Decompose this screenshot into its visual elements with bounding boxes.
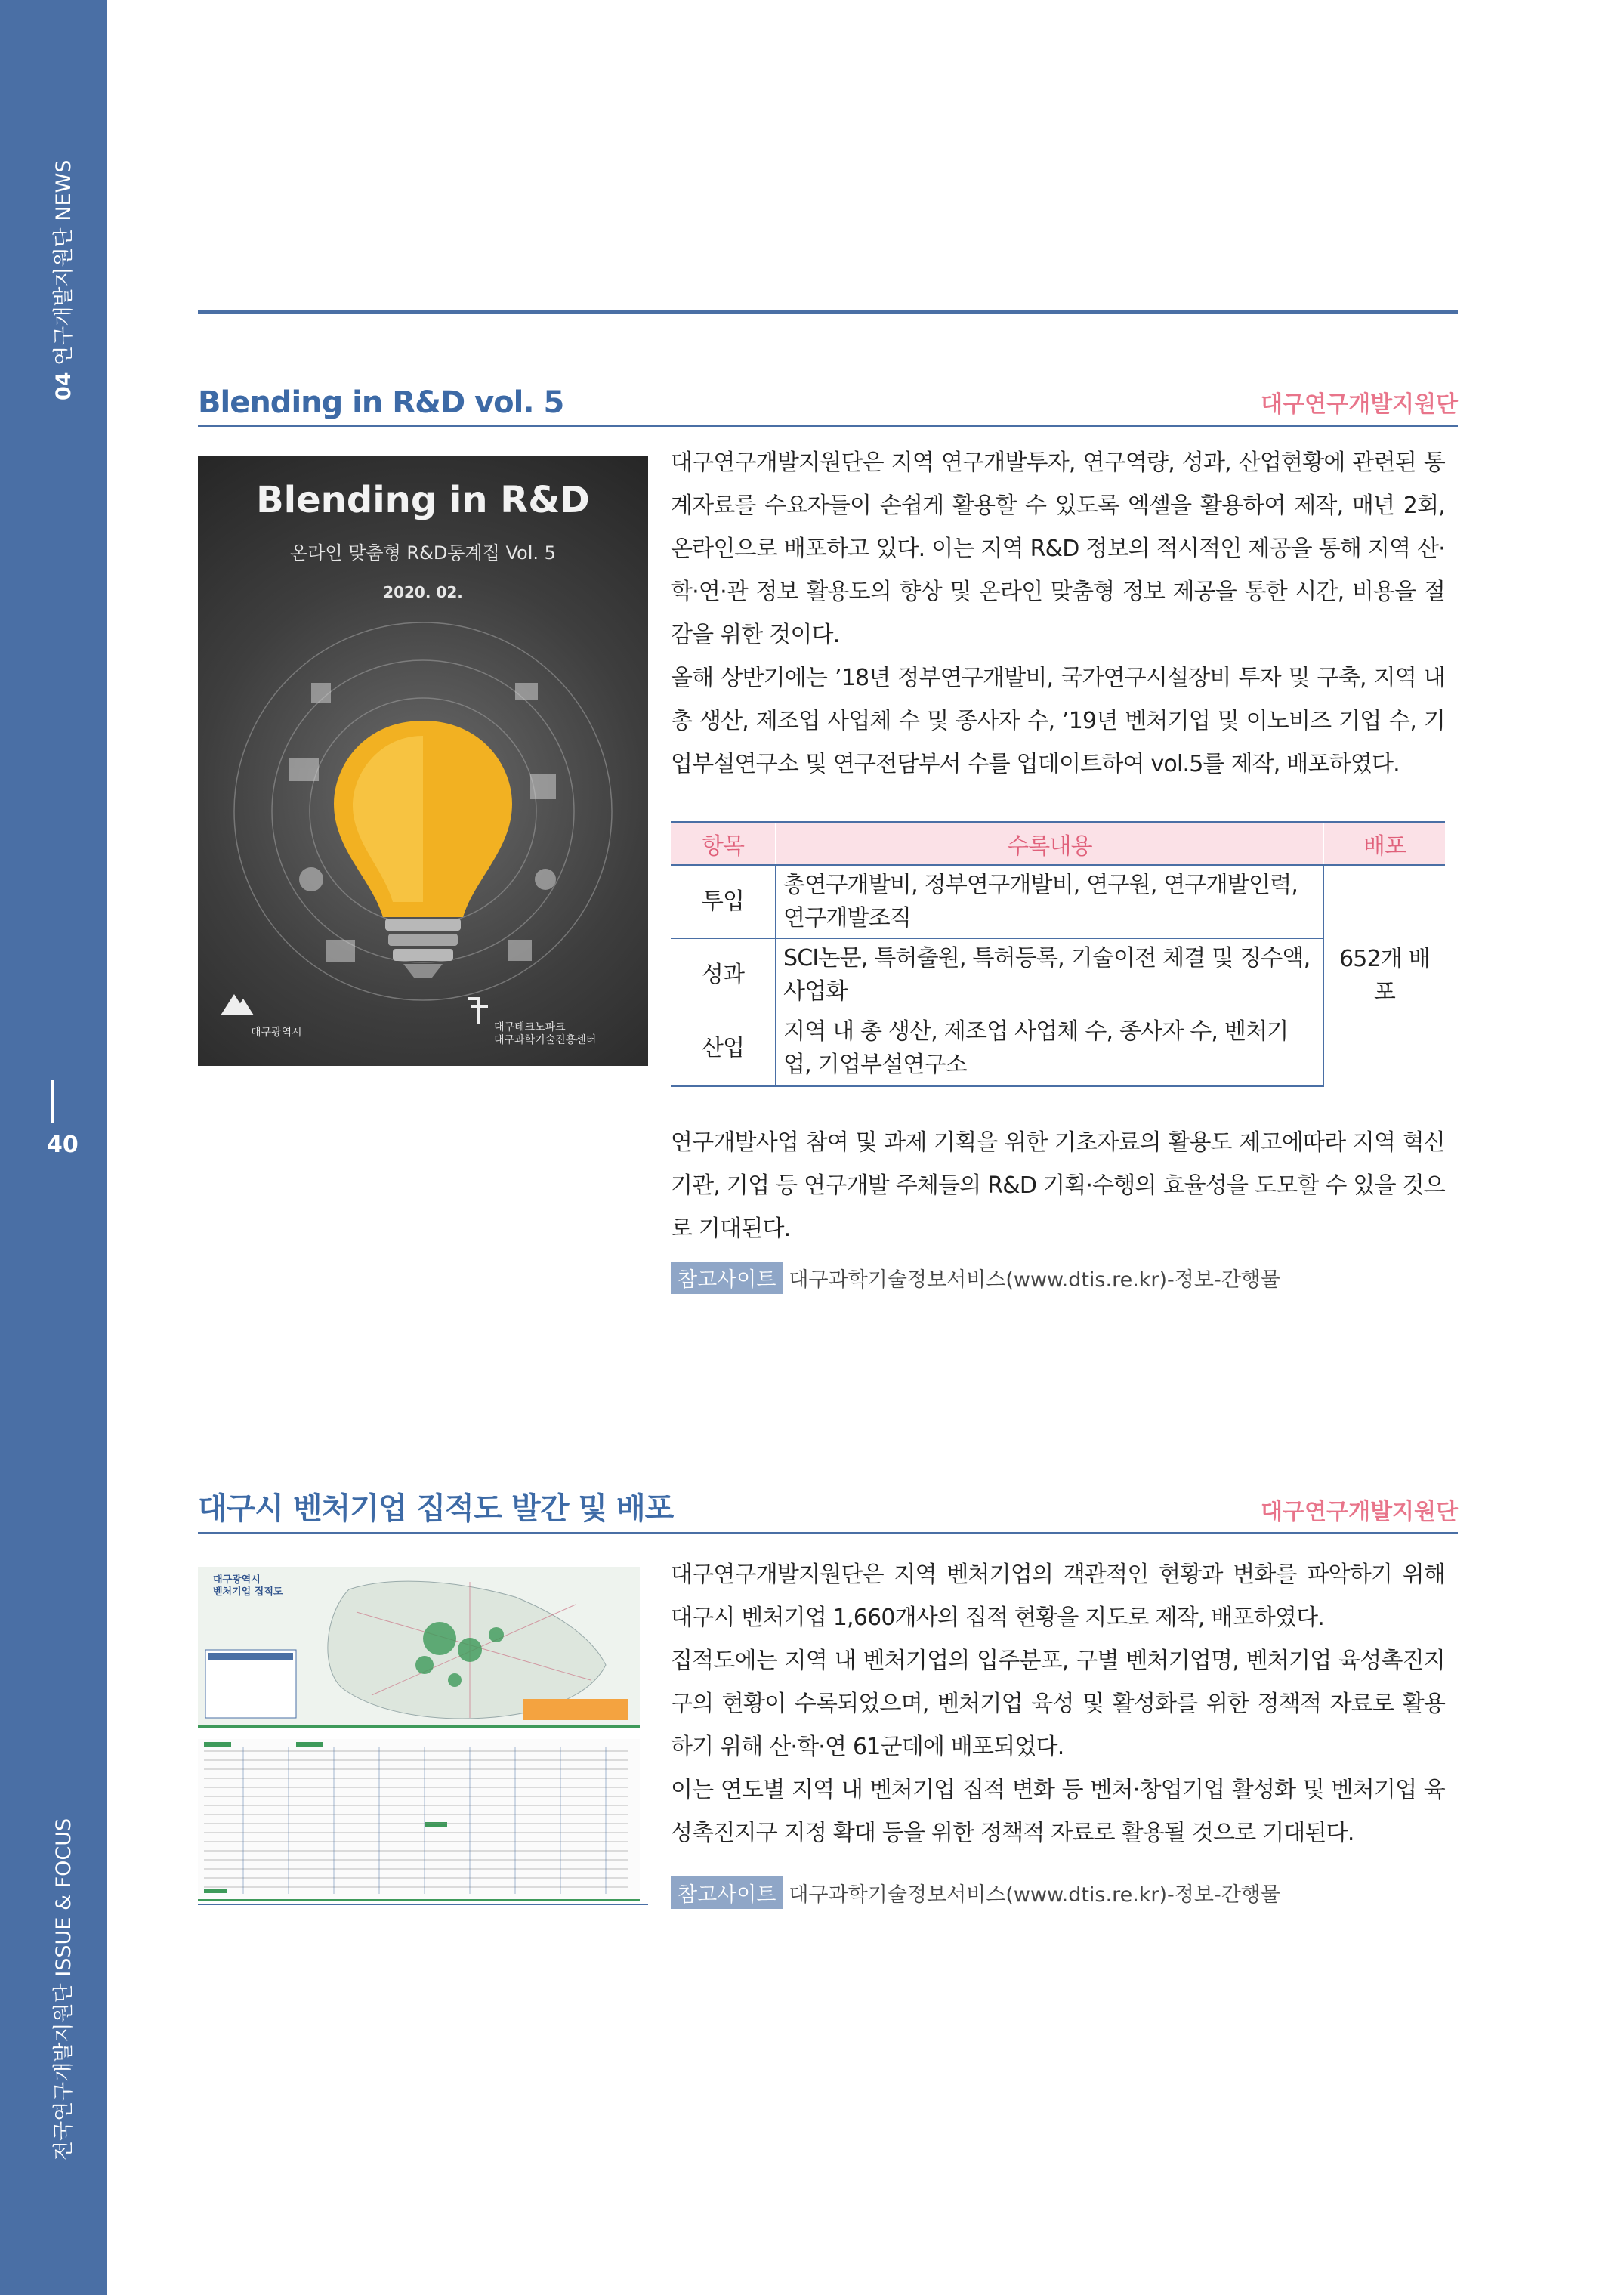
table-cell-content: 총연구개발비, 정부연구개발비, 연구원, 연구개발인력, 연구개발조직 xyxy=(776,865,1324,939)
venture-list-image xyxy=(198,1739,640,1901)
section2-paragraph-3: 이는 연도별 지역 내 벤처기업 집적 변화 등 벤처·창업기업 활성화 및 벤처기업 육성촉진지구 지정 확대 등을 위한 정책적 자료로 활용될 것으로 기대된다. xyxy=(671,1777,1445,1846)
map-title-line2: 벤처기업 집적도 xyxy=(213,1586,283,1598)
company-list-icon xyxy=(198,1739,640,1899)
sidebar-top-label xyxy=(47,160,76,400)
page-number-tick xyxy=(51,1080,54,1123)
sidebar-section-number: 04 xyxy=(52,372,76,400)
section2-paragraph-2: 집적도에는 지역 내 벤처기업의 입주분포, 구별 벤처기업명, 벤처기업 육성촉진지구의 현황이 수록되었으며, 벤처기업 육성 및 활성화를 위한 정책적 자료로 활용하기 위해 산·학·연 61군데에 배포되었다. xyxy=(671,1648,1445,1760)
section1-paragraph-2: 올해 상반기에는 ’18년 정부연구개발비, 국가연구시설장비 투자 및 구축, 지역 내 총 생산, 제조업 사업체 수 및 종사자 수, ’19년 벤처기업 및 이노비즈 기업 수, 기업부설연구소 및 연구전담부서 수를 업데이트하여 vol.5를 제작, 배포하였다. xyxy=(671,665,1445,777)
venture-map-image xyxy=(198,1567,640,1728)
section1-org: 대구연구개발지원단 xyxy=(1261,391,1458,418)
sidebar xyxy=(0,0,107,2295)
sidebar-bottom-label: 전국연구개발지원단 ISSUE & FOCUS xyxy=(52,1818,76,2161)
table-header-distribution: 배포 xyxy=(1324,823,1446,866)
table-header-row xyxy=(671,823,1445,866)
section2-org: 대구연구개발지원단 xyxy=(1261,1499,1458,1525)
section1-header xyxy=(198,379,1458,427)
report-cover-image xyxy=(198,456,648,1066)
cover-org-right-line2: 대구과학기술진흥센터 xyxy=(494,1034,597,1046)
section1-paragraph-3: 연구개발사업 참여 및 과제 기획을 위한 기초자료의 활용도 제고에따라 지역 혁신기관, 기업 등 연구개발 주체들의 R&D 기획·수행의 효율성을 도모할 수 있을 것으로 기대된다. xyxy=(671,1129,1445,1242)
table-cell-item: 성과 xyxy=(671,939,776,1012)
section2-header xyxy=(198,1487,1458,1534)
page-number: 40 xyxy=(47,1132,79,1158)
cover-subtitle: 온라인 맞춤형 R&D통계집 Vol. 5 xyxy=(290,542,556,564)
section1-paragraph-1: 대구연구개발지원단은 지역 연구개발투자, 연구역량, 성과, 산업현황에 관련된 통계자료를 수요자들이 손쉽게 활용할 수 있도록 엑셀을 활용하여 제작, 매년 2회, 온라인으로 배포하고 있다. 이는 지역 R&D 정보의 적시적인 제공을 통해 지역 산·학·연·관 정보 활용도의 향상 및 온라인 맞춤형 정보 제공을 통한 시간, 비용을 절감을 위한 것이다. xyxy=(671,449,1445,648)
table-cell-item: 산업 xyxy=(671,1012,776,1086)
section2-image-divider xyxy=(198,1904,648,1905)
top-divider xyxy=(198,310,1458,314)
section2-reference xyxy=(671,1876,1280,1909)
section1-reference xyxy=(671,1262,1280,1294)
table-cell-content: 지역 내 총 생산, 제조업 사업체 수, 종사자 수, 벤처기업, 기업부설연구소 xyxy=(776,1012,1324,1086)
section1-title: Blending in R&D vol. 5 xyxy=(198,385,564,420)
reference-link-text[interactable]: 대구과학기술정보서비스(www.dtis.re.kr)-정보-간행물 xyxy=(789,1883,1280,1907)
section1-body-top xyxy=(671,441,1445,786)
section2-title: 대구시 벤처기업 집적도 발간 및 배포 xyxy=(198,1491,674,1526)
section2-paragraph-1: 대구연구개발지원단은 지역 벤처기업의 객관적인 현황과 변화를 파악하기 위해 대구시 벤처기업 1,660개사의 집적 현황을 지도로 제작, 배포하였다. xyxy=(671,1561,1445,1631)
cover-org-left: 대구광역시 xyxy=(251,1027,302,1039)
stats-contents-table xyxy=(671,821,1445,1087)
map-title xyxy=(213,1574,283,1598)
cover-org-right-line1: 대구테크노파크 xyxy=(494,1021,566,1033)
map-title-line1: 대구광역시 xyxy=(213,1574,261,1586)
section1-body-bottom xyxy=(671,1121,1445,1250)
table-cell-distribution: 652개 배포 xyxy=(1324,865,1446,1086)
reference-badge: 참고사이트 xyxy=(671,1262,783,1294)
cover-date: 2020. 02. xyxy=(383,583,463,601)
table-cell-item: 투입 xyxy=(671,865,776,939)
cover-org-right xyxy=(494,1021,596,1047)
table-cell-content: SCI논문, 특허출원, 특허등록, 기술이전 체결 및 징수액, 사업화 xyxy=(776,939,1324,1012)
table-header-item: 항목 xyxy=(671,823,776,866)
reference-link-text[interactable]: 대구과학기술정보서비스(www.dtis.re.kr)-정보-간행물 xyxy=(789,1268,1280,1292)
reference-badge: 참고사이트 xyxy=(671,1876,783,1909)
table-row xyxy=(671,865,1445,939)
sidebar-section-title: 연구개발지원단 NEWS xyxy=(52,159,76,366)
cover-title: Blending in R&D xyxy=(256,479,590,521)
section2-body xyxy=(671,1553,1445,1855)
table-header-content: 수록내용 xyxy=(776,823,1324,866)
